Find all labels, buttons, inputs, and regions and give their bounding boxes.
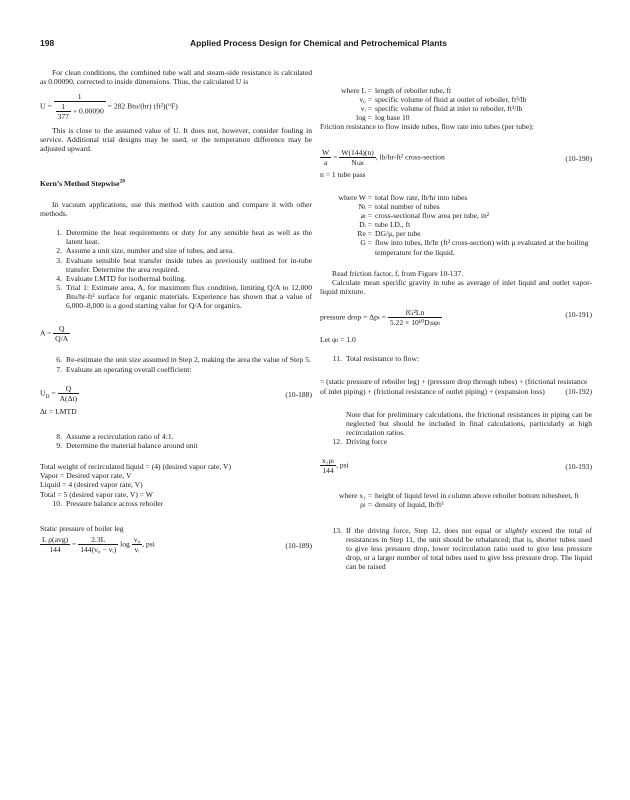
equation-w [320, 148, 592, 167]
balance-line: Total weight of recirculated liquid = (4) (desired vapor rate, V) [40, 462, 232, 472]
steps-list-4 [40, 499, 312, 508]
definition-row [320, 113, 592, 122]
definition-text: DG/μ, per tube [375, 229, 421, 239]
heading-ref: 28 [119, 178, 125, 185]
definition-text: specific volume of fluid at outlet of reboiler, ft³/lb [375, 95, 527, 105]
step-number: 3. [56, 255, 62, 265]
step-number: 9. [56, 441, 62, 451]
w-eq-sign: = [333, 151, 338, 161]
w-frac-2 [339, 148, 375, 167]
read-friction-text: Read friction factor, f, from Figure 10-137. [332, 268, 464, 278]
pd-fraction [388, 308, 442, 327]
definition-text: log base 10 [375, 113, 410, 123]
equation-n: n = 1 tube pass [320, 169, 366, 179]
step-number: 1. [56, 228, 62, 238]
definition-symbol: aₜ = [360, 211, 372, 221]
definition-symbol: Dᵢ = [359, 220, 372, 230]
definition-text: total flow rate, lb/hr into tubes [375, 192, 468, 202]
eq-number-10-189: (10-189) [285, 540, 312, 550]
list-step [40, 365, 312, 374]
step-number: 8. [56, 431, 62, 441]
definition-row [320, 104, 592, 113]
list-step [40, 256, 312, 274]
step-number: 6. [56, 355, 62, 365]
sp-num-2: 2.3L [78, 535, 118, 545]
list-step [40, 499, 312, 508]
step-11-text: Total resistance to flow: [346, 354, 420, 364]
steps-list-3 [40, 432, 312, 450]
u-inner-num: 1 [56, 102, 71, 112]
sp-log: log [120, 539, 130, 549]
definition-text: height of liquid level in column above reboiler bottom tubesheet, ft [375, 491, 579, 501]
eq-number-10-188: (10-188) [285, 389, 312, 399]
step-12-text: Driving force [346, 436, 388, 446]
equation-ud [40, 384, 312, 403]
ud-lhs: U [40, 387, 46, 397]
sp-den-3: vᵢ [134, 544, 140, 554]
equation-phi: Let φₜ = 1.0 [320, 335, 356, 345]
calc-gravity-text: Calculate mean specific gravity in tube as average of inlet liquid and outlet vapor-liquid mixture. [320, 277, 592, 296]
sp-frac-1 [40, 535, 70, 554]
definition-symbol: G = [360, 238, 372, 248]
step-13 [320, 526, 592, 572]
right-column [320, 86, 592, 571]
step-text: Determine the material balance around unit [66, 441, 198, 451]
definition-text: total number of tubes [375, 201, 440, 211]
sp-den-1: 144 [49, 544, 61, 554]
paragraph-vacuum: In vacuum applications, use this method with caution and compare it with other methods. [40, 199, 312, 219]
definition-symbol: vᵢ = [360, 104, 372, 114]
equation-total-resistance [320, 377, 592, 395]
eq-number-10-193: (10-193) [565, 462, 592, 472]
step-number: 4. [56, 273, 62, 283]
definition-symbol: where x₁ = [338, 491, 372, 501]
a-denominator: Q/A [55, 334, 69, 344]
ud-sub: D [45, 393, 50, 400]
df-denominator: 144 [322, 466, 334, 476]
heading-text: Kern’s Method Stepwise [40, 178, 120, 188]
definition-row [320, 500, 592, 509]
step-13-text-a: If the driving force, Step 12, does not equal or [346, 525, 506, 535]
w-den-2: Nₜaₜ [351, 157, 364, 167]
u-den-tail: + 0.00090 [72, 106, 104, 116]
u-inner-fraction [56, 102, 71, 121]
sp-frac-2 [78, 535, 118, 554]
definition-text: specific volume of fluid at inlet to reboiler, ft³/lb [375, 104, 523, 114]
step-text: Evaluate an operating overall coefficient: [66, 364, 192, 374]
df-tail: , psi [336, 460, 349, 470]
step-text: Evaluate LMTD for isothermal boiling. [66, 273, 186, 283]
step-number: 5. [56, 282, 62, 292]
steps-list-2 [40, 355, 312, 373]
pd-numerator: fG²Ln [388, 308, 442, 318]
a-lhs: A = [40, 328, 52, 338]
where-list-2 [320, 193, 592, 257]
definition-row [320, 193, 592, 202]
eq-number-10-190: (10-190) [565, 153, 592, 163]
step-12 [320, 437, 592, 446]
u-fraction [54, 92, 106, 121]
a-fraction [53, 324, 70, 343]
definition-row [320, 238, 592, 256]
u-lhs: U = [40, 101, 52, 111]
list-step [40, 274, 312, 283]
left-column [40, 68, 312, 554]
definition-row [320, 202, 592, 211]
page-number: 198 [40, 38, 55, 48]
equation-static-pressure [40, 535, 312, 554]
paragraph-close-to-assumed: This is close to the assumed value of U. It does not, however, consider fouling in service. Additional trial designs may be used, or the temperature difference may be adjusted upward. [40, 125, 312, 153]
step-13-text [346, 526, 592, 572]
equation-pressure-drop [320, 308, 592, 327]
friction-text: Friction resistance to flow inside tubes, flow rate into tubes (per tube): [320, 122, 534, 132]
step-text: Re-estimate the unit size assumed in Step 2, making the area the value of Step 5. [66, 355, 311, 365]
list-step [40, 441, 312, 450]
definition-row [320, 211, 592, 220]
page-header [40, 38, 592, 50]
step-text: Assume a recirculation ratio of 4:1. [66, 431, 174, 441]
definition-row [320, 229, 592, 238]
w-num-1: W [322, 147, 330, 157]
definition-symbol: where W = [338, 192, 372, 202]
sp-num-3: v₀ [133, 534, 141, 544]
definition-row [320, 220, 592, 229]
section-heading [40, 179, 312, 188]
balance-line: Liquid = 4 (desired vapor rate, V) [40, 480, 143, 490]
definition-text: flow into tubes, lb/hr (ft² cross-section) with μ evaluated at the boiling temperature for the liquid. [375, 238, 589, 257]
step-11-number: 11. [332, 354, 342, 364]
eq-number-10-191: (10-191) [565, 309, 592, 319]
balance-line: Vapor = Desired vapor rate, V [40, 471, 132, 481]
w-num-2: W(144)(n) [341, 147, 374, 157]
static-pressure-label: Static pressure of boiler leg [40, 523, 124, 533]
definition-symbol: ρₗ = [360, 500, 372, 510]
list-step [40, 246, 312, 255]
running-title: Applied Process Design for Chemical and Petrochemical Plants [190, 38, 447, 48]
definition-symbol: Nₜ = [358, 201, 372, 211]
list-step [40, 228, 312, 246]
resistance-text: = (static pressure of reboiler leg) + (pressure drop through tubes) + (frictional resistance of inlet piping) + (frictional resistance of outlet piping) + (expansion loss) [320, 377, 588, 396]
equation-dt: Δt = LMTD [40, 406, 77, 416]
pd-lhs: pressure drop = Δpₜ = [320, 312, 386, 322]
step-number: 2. [56, 246, 62, 256]
list-step [40, 355, 312, 364]
ud-fraction [58, 384, 80, 403]
step-text: Determine the heat requirements or duty for any sensible heat as well as the latent heat. [66, 228, 312, 247]
sp-tail: , psi [142, 539, 155, 549]
definition-symbol: Re = [357, 229, 372, 239]
definition-text: length of reboiler tube, ft [375, 86, 452, 95]
equation-u [40, 92, 312, 121]
list-step [40, 432, 312, 441]
where-list-3 [320, 491, 592, 509]
definition-row [320, 86, 592, 95]
step-number: 10. [52, 498, 62, 508]
eq-number-10-192: (10-192) [565, 386, 592, 396]
w-den-1: a [323, 157, 328, 167]
step-13-number: 13. [332, 525, 342, 535]
step-12-number: 12. [332, 436, 342, 446]
df-fraction [320, 456, 336, 475]
step-text: Pressure balance across reboiler [66, 498, 164, 508]
definition-symbol: log = [356, 113, 372, 123]
step-text: Assume a unit size, number and size of tubes, and area. [66, 246, 235, 256]
step-text: Evaluate sensible heat transfer inside tubes as previously outlined for in-tube transfer. Determine the area required. [66, 255, 312, 274]
equation-a [40, 324, 312, 343]
df-numerator: x₁ρₗ [322, 456, 335, 466]
ud-numerator: Q [58, 384, 80, 394]
step-13-emphasis: slightly [505, 525, 528, 535]
step-11 [320, 354, 592, 363]
u-inner-den: 377 [57, 112, 69, 122]
u-denominator [54, 102, 106, 121]
sp-frac-3 [132, 535, 142, 554]
u-rhs: = 282 Btu/(hr) (ft²)(°F) [107, 101, 178, 111]
definition-text: cross-sectional flow area per tube, in² [375, 211, 490, 221]
material-balance [40, 462, 312, 498]
pd-denominator: 5.22 × 10¹⁰Dᵢsφₜ [389, 318, 441, 328]
note-text: Note that for preliminary calculations, the frictional resistances in piping can be neglected but should be included in final calculations, particularly at high recirculation ratios. [346, 409, 592, 437]
step-text: Trial 1: Estimate area, A, for maximum flux condition, limiting Q/A to 12,000 Btu/hr-ft² surface for organic materials. Experience has shown that a value of 6,000–8,000 is a good starting value for Q/A for organics. [66, 282, 312, 311]
step-13-text-b: exceed the total of resistances in Step 11, the unit should be rebalanced; that is, shorter tubes used to give less pressure drop, lower recirculation ratio used to give less pressure drop, or a larger number of total tubes used to give less pressure drop. The liquid can be raised [346, 525, 592, 571]
sp-num-1: L ρ(avg) [42, 534, 69, 544]
definition-symbol: where L = [341, 86, 372, 95]
sp-eq-sign: = [71, 539, 77, 549]
sp-den-2: 144(v₀ − vᵢ) [80, 544, 117, 554]
a-numerator: Q [53, 324, 70, 334]
definition-row [320, 491, 592, 500]
equation-driving-force [320, 456, 592, 475]
w-frac-1 [320, 148, 331, 167]
definition-text: tube I.D., ft [375, 220, 411, 230]
ud-denominator: A(Δt) [59, 393, 78, 403]
steps-list-1 [40, 228, 312, 310]
definition-symbol: v₀ = [359, 95, 372, 105]
where-list-1 [320, 86, 592, 122]
u-numerator: 1 [54, 92, 106, 102]
ud-eq-sign: = [51, 387, 56, 397]
step-number: 7. [56, 364, 62, 374]
balance-line: Total = 5 (desired vapor rate, V) = W [40, 489, 153, 499]
paragraph-clean-conditions: For clean conditions, the combined tube wall and steam-side resistance is calculated as 0.00090, corrected to inside dimensions. Thus, the calculated U is [40, 68, 312, 87]
w-tail: , lb/hr-ft² cross-section [375, 151, 445, 161]
definition-text: density of liquid, lb/ft³ [375, 500, 444, 510]
list-step [40, 283, 312, 310]
definition-row [320, 95, 592, 104]
